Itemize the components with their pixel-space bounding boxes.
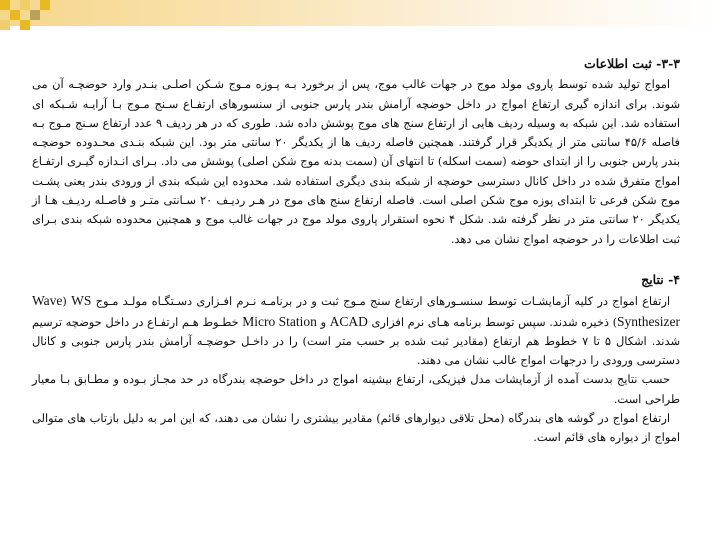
ws-term: WS bbox=[71, 293, 92, 309]
wave-synthesizer-term: Wave Synthesizer bbox=[32, 293, 681, 329]
section-heading-results: ۴- نتایج bbox=[641, 271, 680, 287]
paragraph-results-1 bbox=[32, 291, 680, 370]
results-text-c: ) ذخیره شدند. سپس توسط برنامه هـای نرم افزاری bbox=[367, 314, 618, 329]
checker-pattern-decoration bbox=[0, 0, 56, 30]
paragraph-data-recording: امواج تولید شده توسط پاروی مولد موج در جهات غالب موج، پس از برخورد بـه پـوزه مـوج شـکن اصلـی بنـدر وارد حوضچـه آن می شوند. برای اندازه گیری ارتفاع امواج در داخل حوضچه آرامش بندر پارس جنوبی از سنسورهای ارتفـاع سـنج مـوج بـا آرایـه شـبکه ای استفاده شد. این شبکه به وسیله ردیف هایی از ارتفاع سنج های موج پوشش داده شد. طوری که در هر ردیف ۹ عدد ارتفاع سـنج مـوج بـه فاصله ۴۵/۶ سانتی متر از یکدیگر قرار گرفتند. همچنین فاصله ردیف ها از یکدیگر ۲۰ سانتی متر بود. این شبکه بنـدی محـدوده حوضچـه بندر پارس جنوبی را از ابتدای حوضه (سمت اسکله) تا انتهای آن (سمت بدنه موج شکن اصلی) پوشش می داد. بـرای انـدازه گیـری ارتفـاع امواج متفرق شده در داخل کانال دسترسی حوضچه از شبکه بندی دیگری استفاده شد. محدوده این شبکه بندی از ورودی بندر یعنی پشـت موج شکن فرعی تا ابتدای پوزه موج شکن اصلی است. فاصله ارتفاع سنج های موج در هـر ردیـف ۲۰ سـانتی متـر و فاصـله ردیـف هـا از یکدیگر ۲۰ سانتی متر در نظر گرفته شد. شکل ۴ نحوه استقرار پاروی مولد موج در جهات غالب موج و همچنین محدوده شبکه بندی بـرای ثبت اطلاعات را در حوضچه امواج نشان می دهد. bbox=[32, 77, 681, 246]
acad-term: ACAD bbox=[329, 313, 368, 329]
results-text-a: ارتفاع امواج در کلیه آزمایشـات توسط سنسـورهای ارتفاع سنج مـوج ثبت و در برنامـه نـرم افـزاری دسـتگـاه مولـد مـوج bbox=[91, 294, 670, 309]
section-heading-data-recording: ۳-۳- ثبت اطلاعات bbox=[584, 56, 680, 71]
paragraph-results-2: حسب نتایج بدست آمده از آزمایشات مدل فیزیکی، ارتفاع بیشینه امواج در داخل حوضچه بندرگاه در حد مجـاز بـوده و مطـابق بـا معیار طراحی است. bbox=[32, 372, 680, 406]
results-text-b: ( bbox=[62, 294, 72, 309]
micro-station-term: Micro Station bbox=[242, 313, 317, 329]
results-text-d: و bbox=[316, 314, 330, 329]
top-decorative-band bbox=[0, 0, 720, 26]
results-text-e: خطـوط هـم ارتفـاع در داخل حوضچه ترسیم شدند. اشکال ۵ تا ۷ خطوط هم ارتفاع (مقادیر ثبت شده بر حسب متر است) را در داخـل حوضچـه آرامش بندر پارس جنوبی و کانال دسترسی ورودی را درجهات امواج غالب نشان می دهند. bbox=[32, 314, 680, 368]
document-body bbox=[32, 54, 680, 448]
paragraph-results-3: ارتفاع امواج در گوشه های بندرگاه (محل تلاقی دیوارهای قائم) مقادیر بیشتری را نشان می دهند، که این امر به دلیل بازتاب های متوالی امواج از دیواره های قائم است. bbox=[32, 411, 680, 445]
